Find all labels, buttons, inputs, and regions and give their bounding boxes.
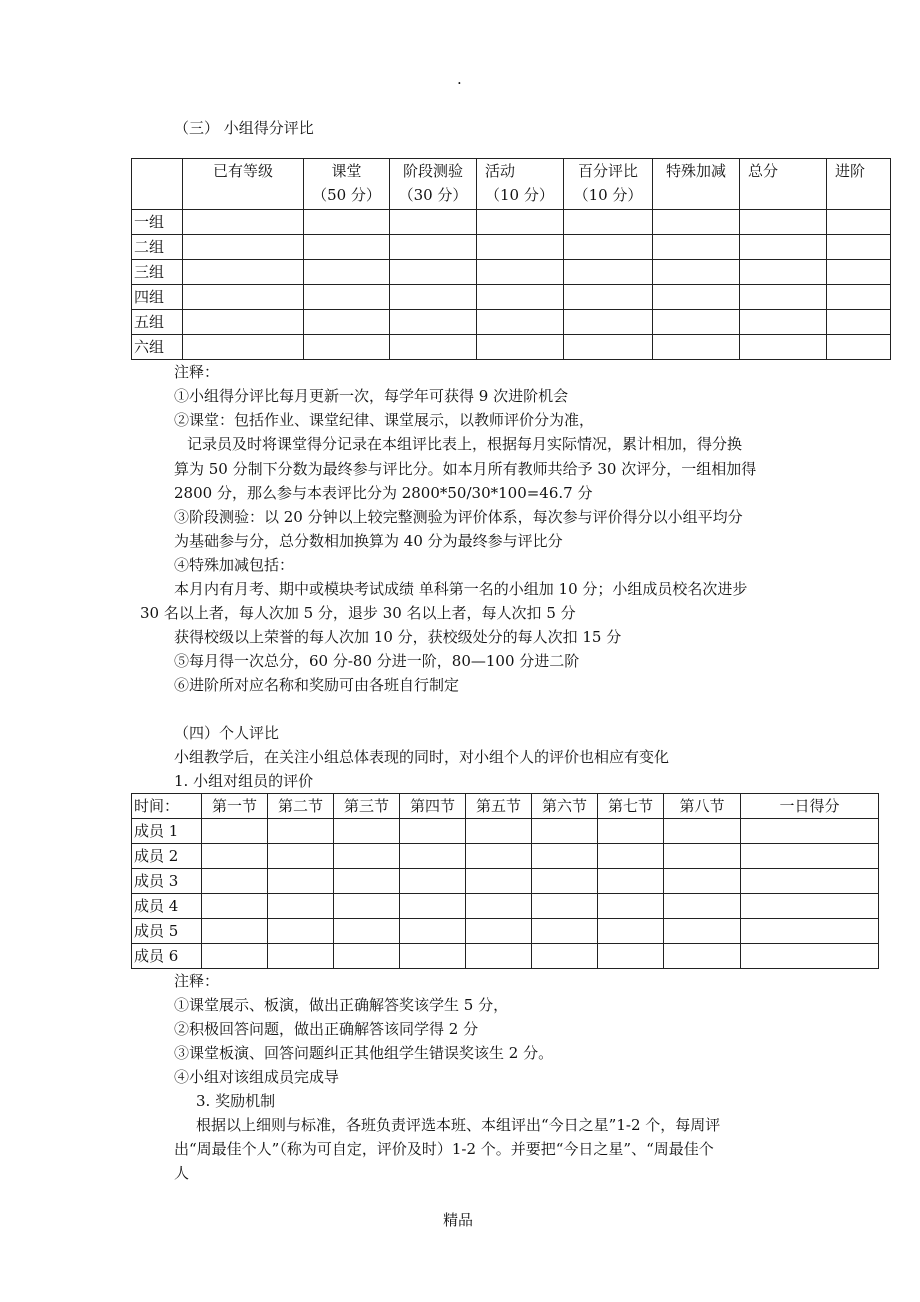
row-label: 成员 3 — [132, 869, 202, 894]
note-line: 本月内有月考、期中或模块考试成绩 单科第一名的小组加 10 分；小组成员校名次进步 — [174, 580, 748, 598]
row-label: 一组 — [132, 210, 183, 235]
table-row — [132, 310, 891, 335]
table-row — [132, 944, 879, 969]
row-label: 四组 — [132, 285, 183, 310]
header-cell-period: 第五节 — [466, 794, 532, 819]
note-line: ④特殊加减包括： — [174, 556, 295, 574]
notes-label: 注释： — [174, 972, 220, 990]
header-cell-class: 课堂 （50 分） — [304, 159, 390, 210]
row-label: 三组 — [132, 260, 183, 285]
header-cell-total: 总分 — [740, 159, 827, 210]
section-4-intro: 小组教学后，在关注小组总体表现的同时，对小组个人的评价也相应有变化 — [174, 748, 670, 766]
table-row — [132, 844, 879, 869]
note-line: ④小组对该组成员完成导 — [174, 1068, 340, 1086]
table-row — [132, 894, 879, 919]
notes-label: 注释： — [174, 363, 220, 381]
header-cell-period: 第一节 — [202, 794, 268, 819]
table-row — [132, 819, 879, 844]
note-line: ①课堂展示、板演，做出正确解答奖该学生 5 分， — [174, 996, 509, 1014]
table-row — [132, 335, 891, 360]
header-cell-test: 阶段测验 （30 分） — [390, 159, 477, 210]
section-4-title: （四）个人评比 — [174, 724, 280, 742]
table-row — [132, 919, 879, 944]
header-cell-empty — [132, 159, 183, 210]
table-row — [132, 235, 891, 260]
table-row — [132, 210, 891, 235]
row-label: 成员 4 — [132, 894, 202, 919]
header-cell-daily-score: 一日得分 — [741, 794, 879, 819]
row-label: 五组 — [132, 310, 183, 335]
header-cell-period: 第六节 — [532, 794, 598, 819]
member-table-header-row — [132, 794, 879, 819]
row-label: 二组 — [132, 235, 183, 260]
group-score-table — [131, 158, 891, 360]
note-line: ⑤每月得一次总分，60 分-80 分进一阶，80—100 分进二阶 — [174, 652, 580, 670]
note-line: 记录员及时将课堂得分记录在本组评比表上，根据每月实际情况，累计相加，得分换 — [172, 435, 743, 453]
header-cell-period: 第七节 — [598, 794, 664, 819]
header-cell-special: 特殊加减 — [653, 159, 740, 210]
note-line: ①小组得分评比每月更新一次，每学年可获得 9 次进阶机会 — [174, 387, 569, 405]
page-footer: 精品 — [443, 1211, 474, 1229]
table-row — [132, 285, 891, 310]
section-3-title: （三） 小组得分评比 — [174, 119, 314, 137]
reward-line: 出“周最佳个人”（称为可自定，评价及时）1-2 个。并要把“今日之星”、“周最佳个 — [174, 1140, 714, 1158]
group-table-header-row — [132, 159, 891, 210]
header-cell-period: 第四节 — [400, 794, 466, 819]
note-line: ③课堂板演、回答问题纠正其他组学生错误奖该生 2 分。 — [174, 1044, 554, 1062]
table-row — [132, 260, 891, 285]
reward-line: 人 — [174, 1164, 190, 1182]
note-line: 30 名以上者，每人次加 5 分，退步 30 名以上者，每人次扣 5 分 — [140, 604, 576, 622]
header-cell-advance: 进阶 — [827, 159, 891, 210]
header-cell-period: 第三节 — [334, 794, 400, 819]
row-label: 成员 2 — [132, 844, 202, 869]
note-line: 为基础参与分，总分数相加换算为 40 分为最终参与评比分 — [174, 532, 563, 550]
subsection-1-title: 1. 小组对组员的评价 — [174, 772, 314, 790]
header-cell-percent: 百分评比 （10 分） — [564, 159, 653, 210]
header-cell-period: 第二节 — [268, 794, 334, 819]
note-line: 算为 50 分制下分数为最终参与评比分。如本月所有教师共给予 30 次评分，一组相加得 — [174, 460, 757, 478]
note-line: ②积极回答问题，做出正确解答该同学得 2 分 — [174, 1020, 479, 1038]
header-cell-period: 第八节 — [664, 794, 741, 819]
note-line: ③阶段测验：以 20 分钟以上较完整测验为评价体系，每次参与评价得分以小组平均分 — [174, 508, 743, 526]
row-label: 成员 1 — [132, 819, 202, 844]
reward-line: 根据以上细则与标准，各班负责评选本班、本组评出“今日之星”1-2 个，每周评 — [196, 1116, 721, 1134]
header-cell-activity: 活动 （10 分） — [477, 159, 564, 210]
note-line: 2800 分，那么参与本表评比分为 2800*50/30*100=46.7 分 — [174, 484, 593, 502]
table-row — [132, 869, 879, 894]
subsection-3-title: 3. 奖励机制 — [196, 1092, 276, 1110]
note-line: 获得校级以上荣誉的每人次加 10 分，获校级处分的每人次扣 15 分 — [174, 628, 622, 646]
header-cell-level: 已有等级 — [183, 159, 304, 210]
header-dot: . — [457, 70, 462, 88]
row-label: 成员 6 — [132, 944, 202, 969]
member-score-table — [131, 793, 879, 969]
note-line: ②课堂：包括作业、课堂纪律、课堂展示，以教师评价分为准， — [174, 411, 595, 429]
header-cell-time: 时间： — [132, 794, 202, 819]
row-label: 成员 5 — [132, 919, 202, 944]
row-label: 六组 — [132, 335, 183, 360]
note-line: ⑥进阶所对应名称和奖励可由各班自行制定 — [174, 676, 460, 694]
